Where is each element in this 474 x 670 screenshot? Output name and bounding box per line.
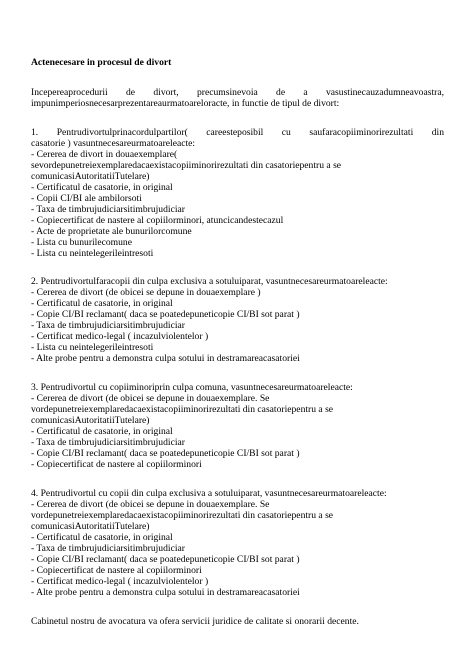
section-1-item: - Lista cu bunurilecomune <box>31 237 132 248</box>
section-2-heading: 2. Pentrudivortulfaracopii din culpa exclusiva a sotuluiparat, vasuntnecesareurmatoareleacte: <box>31 276 388 287</box>
section-1-heading: 1. Pentrudivortulprinacordulpartilor( careesteposibil cu saufaracopiiminorirezultati din <box>31 127 444 138</box>
section-4-item: - Certificatul de casatorie, in original <box>31 532 173 543</box>
section-4-item: - Copiecertificat de nastere al copiilorminori <box>31 565 202 576</box>
section-4-item: - Certificat medico-legal ( incazulviolentelor ) <box>31 576 209 587</box>
section-3-item: - Taxa de timbrujudiciarsitimbrujudiciar <box>31 437 185 448</box>
section-2-item: - Copie CI/BI reclamant( daca se poatedepuneticopie CI/BI sot parat ) <box>31 309 300 320</box>
section-3-line: comunicasiAutoritatiiTutelare) <box>31 415 150 426</box>
section-4-line: - Cererea de divort (de obicei se depune in douaexemplare. Se <box>31 499 270 510</box>
section-4-heading: 4. Pentrudivortul cu copii din culpa exclusiva a sotuluiparat, vasuntnecesareurmatoareleacte: <box>31 488 387 499</box>
section-4-item: - Taxa de timbrujudiciarsitimbrujudiciar <box>31 543 185 554</box>
section-4-item: - Alte probe pentru a demonstra culpa sotului in destramareacasatoriei <box>31 587 300 598</box>
section-1-line: casatorie ) vasuntnecesareurmatoareleacte: <box>31 138 196 149</box>
section-4-item: - Copie CI/BI reclamant( daca se poatedepuneticopie CI/BI sot parat ) <box>31 554 300 565</box>
section-1-item: - Copiecertificat de nastere al copiilorminori, atuncicandestecazul <box>31 215 284 226</box>
section-1-line: comunicasiAutoritatiiTutelare) <box>31 171 150 182</box>
section-2-item: - Cererea de divort (de obicei se depune in douaexemplare ) <box>31 287 261 298</box>
section-2-item: - Certificat medico-legal ( incazulviolentelor ) <box>31 331 209 342</box>
section-1-line: - Cererea de divort in douaexemplare( <box>31 149 178 160</box>
intro-line: Incepereaprocedurii de divort, precumsinevoia de a vasustinecauzadumneavoastra, <box>31 87 444 98</box>
section-4-line: vordepunetreiexemplaredacaexistacopiiminorirezultati din casatoriepentru a se <box>31 510 334 521</box>
section-1-item: - Lista cu neintelegerileintresoti <box>31 248 154 259</box>
section-3-line: vordepunetreiexemplaredacaexistacopiiminorirezultati din casatoriepentru a se <box>31 404 334 415</box>
section-3-item: - Copie CI/BI reclamant( daca se poatedepuneticopie CI/BI sot parat ) <box>31 448 300 459</box>
document-title: Actenecesare in procesul de divort <box>31 57 172 68</box>
section-1-item: - Copii CI/BI ale ambilorsoti <box>31 193 142 204</box>
intro-line: impunimperiosnecesarprezentareaurmatoareloracte, in functie de tipul de divort: <box>31 98 340 109</box>
section-2-item: - Certificatul de casatorie, in original <box>31 298 173 309</box>
section-2-item: - Taxa de timbrujudiciarsitimbrujudiciar <box>31 320 185 331</box>
section-1-line: sevordepunetreiexemplaredacaexistacopiiminorirezultati din casatoriepentru a se <box>31 160 342 171</box>
section-2-item: - Lista cu neintelegerileintresoti <box>31 342 154 353</box>
section-3-heading: 3. Pentrudivortul cu copiiminoriprin culpa comuna, vasuntnecesareurmatoareleacte: <box>31 382 353 393</box>
section-1-item: - Taxa de timbrujudiciarsitimbrujudiciar <box>31 204 185 215</box>
section-1-item: - Certificatul de casatorie, in original <box>31 182 173 193</box>
section-3-line: - Cererea de divort (de obicei se depune in douaexemplare. Se <box>31 393 270 404</box>
section-3-item: - Certificatul de casatorie, in original <box>31 426 173 437</box>
section-3-item: - Copiecertificat de nastere al copiilorminori <box>31 459 202 470</box>
section-1-item: - Acte de proprietate ale bunurilorcomune <box>31 226 192 237</box>
section-4-line: comunicasiAutoritatiiTutelare) <box>31 521 150 532</box>
section-2-item: - Alte probe pentru a demonstra culpa sotului in destramareacasatoriei <box>31 353 300 364</box>
closing-statement: Cabinetul nostru de avocatura va ofera servicii juridice de calitate si onorarii decente. <box>31 616 359 627</box>
